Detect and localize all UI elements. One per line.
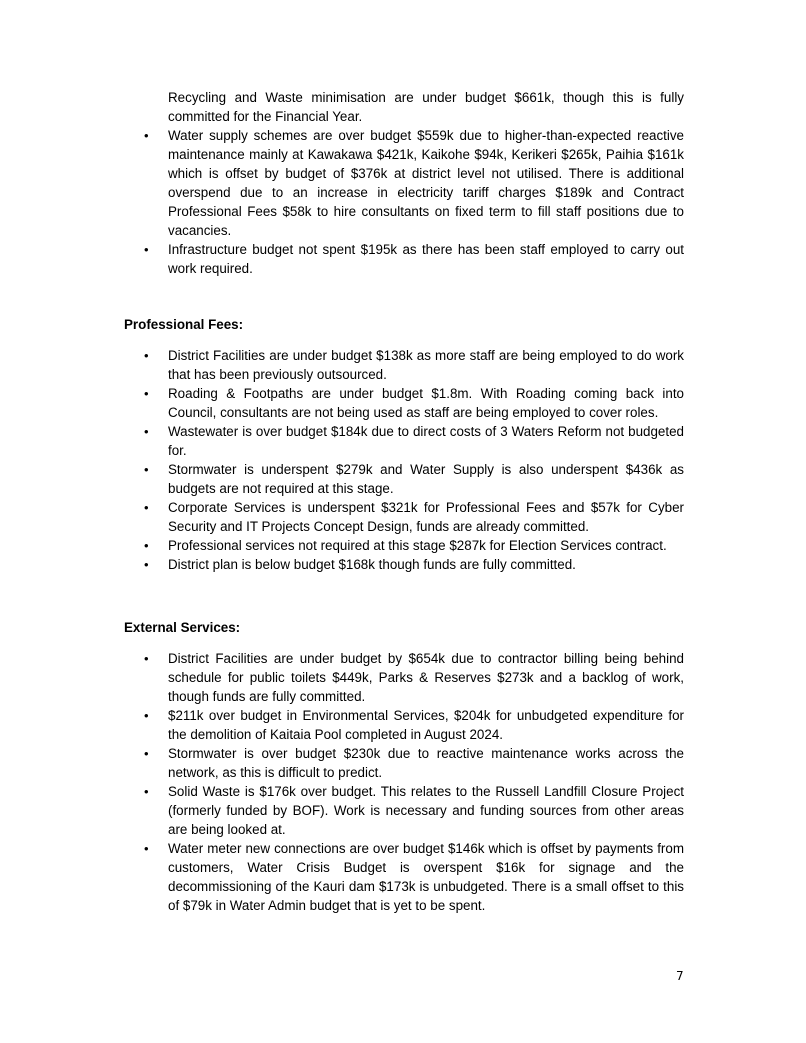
list-item: • Wastewater is over budget $184k due to direct costs of 3 Waters Reform not budgeted for.: [124, 422, 684, 460]
list-item: • Corporate Services is underspent $321k for Professional Fees and $57k for Cyber Security and IT Projects Concept Design, funds are already committed.: [124, 498, 684, 536]
continuation-paragraph: Recycling and Waste minimisation are under budget $661k, though this is fully committed for the Financial Year.: [168, 90, 684, 124]
external-services-heading: External Services:: [124, 620, 241, 635]
external-services-list: [124, 649, 684, 915]
page-number: 7: [676, 969, 684, 983]
list-item: • District Facilities are under budget $138k as more staff are being employed to do work that has been previously outsourced.: [124, 346, 684, 384]
professional-fees-heading: Professional Fees:: [124, 317, 244, 332]
list-item: • Professional services not required at this stage $287k for Election Services contract.: [124, 536, 684, 555]
list-item: • Stormwater is underspent $279k and Water Supply is also underspent $436k as budgets are not required at this stage.: [124, 460, 684, 498]
list-item: • District Facilities are under budget by $654k due to contractor billing being behind schedule for public toilets $449k, Parks & Reserves $273k and a backlog of work, though funds are fully committed.: [124, 649, 684, 706]
list-item: • Water supply schemes are over budget $559k due to higher-than-expected reactive maintenance mainly at Kawakawa $421k, Kaikohe $94k, Kerikeri $265k, Paihia $161k which is offset by budget of $376k at district level not utilised. There is additional overspend due to an increase in electricity tariff charges $189k and Contract Professional Fees $58k to hire consultants on fixed term to fill staff positions due to vacancies.: [124, 126, 684, 240]
professional-fees-list: [124, 346, 684, 574]
list-item: • $211k over budget in Environmental Services, $204k for unbudgeted expenditure for the demolition of Kaitaia Pool completed in August 2024.: [124, 706, 684, 744]
list-item: • Water meter new connections are over budget $146k which is offset by payments from customers, Water Crisis Budget is overspent $16k for signage and the decommissioning of the Kauri dam $173k is unbudgeted. There is a small offset to this of $79k in Water Admin budget that is yet to be spent.: [124, 839, 684, 915]
water-infrastructure-list: [124, 126, 684, 278]
list-item: • Stormwater is over budget $230k due to reactive maintenance works across the network, as this is difficult to predict.: [124, 744, 684, 782]
list-item: • Solid Waste is $176k over budget. This relates to the Russell Landfill Closure Project (formerly funded by BOF). Work is necessary and funding sources from other areas are being looked at.: [124, 782, 684, 839]
list-item: • District plan is below budget $168k though funds are fully committed.: [124, 555, 684, 574]
list-item: • Infrastructure budget not spent $195k as there has been staff employed to carry out work required.: [124, 240, 684, 278]
list-item: • Roading & Footpaths are under budget $1.8m. With Roading coming back into Council, consultants are not being used as staff are being employed to cover roles.: [124, 384, 684, 422]
